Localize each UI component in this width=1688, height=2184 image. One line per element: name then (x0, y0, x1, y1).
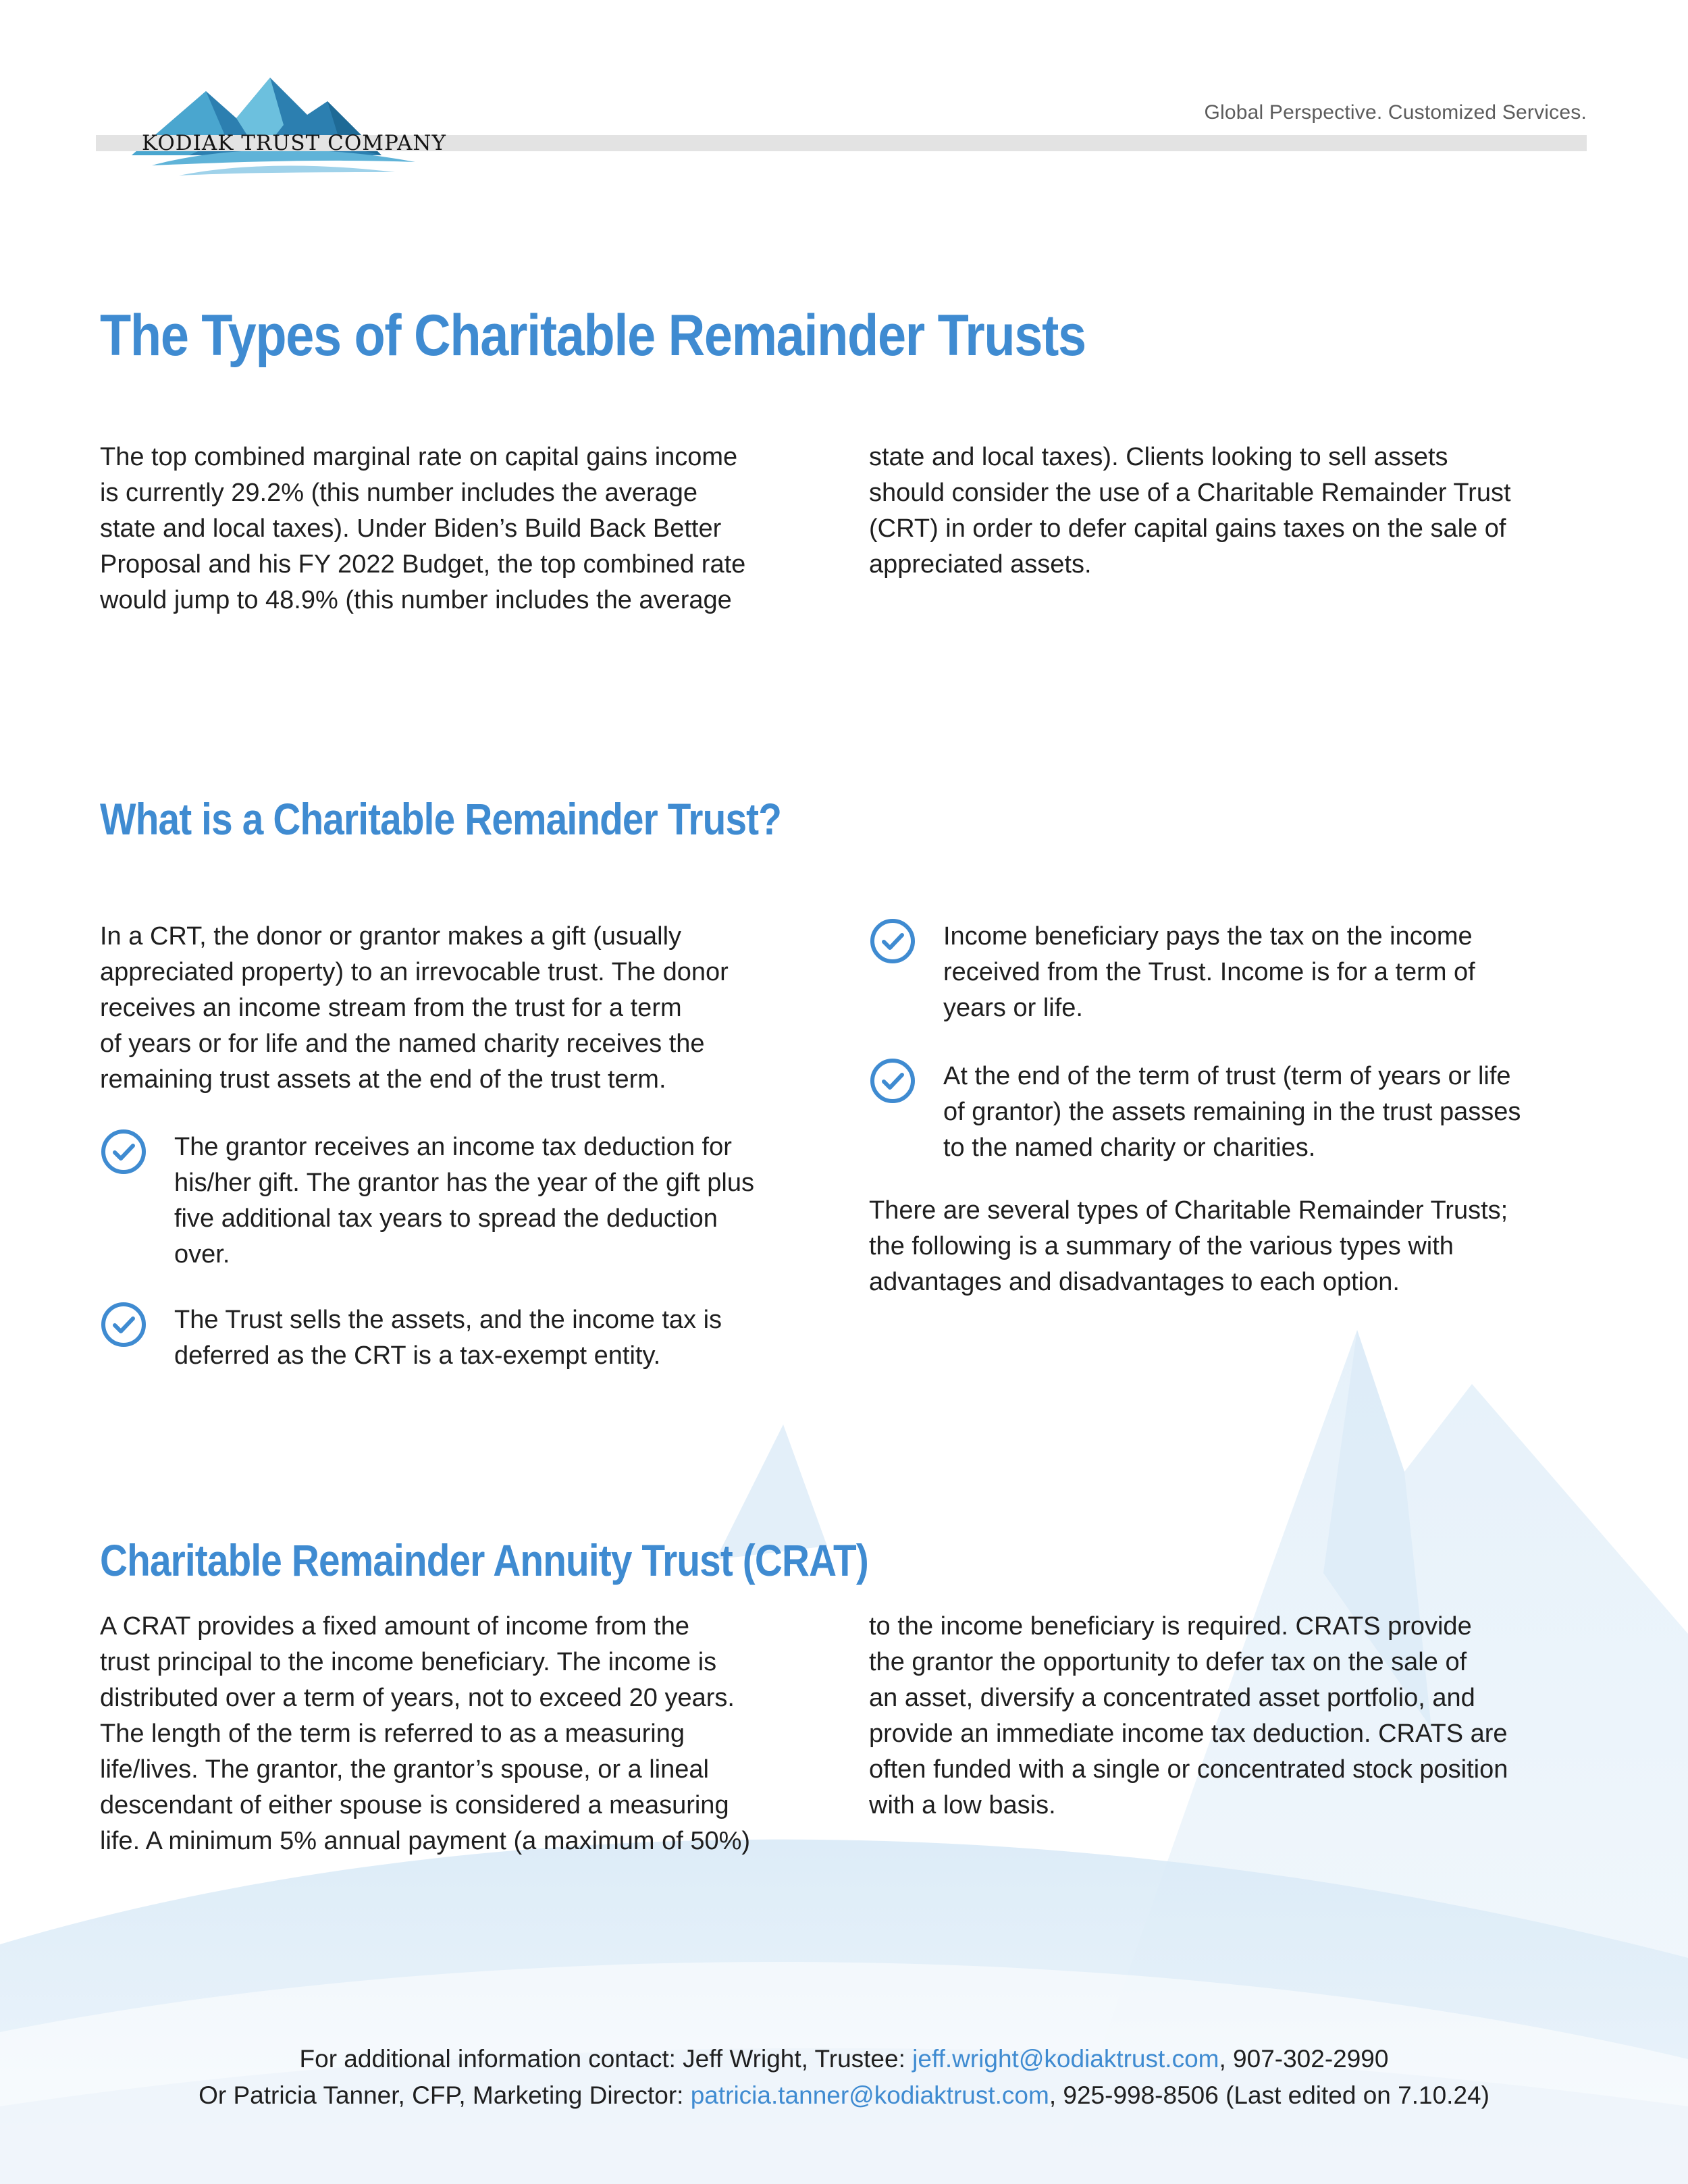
footer-contact-label: For additional information contact: Jeff Wright, Trustee: (299, 2045, 913, 2073)
section-heading-what-is-crt: What is a Charitable Remainder Trust? (100, 794, 782, 844)
check-item-text: Income beneficiary pays the tax on the income received from the Trust. Income is for a term of years or life. (943, 922, 1475, 1022)
tagline: Global Perspective. Customized Services. (1204, 101, 1587, 124)
check-item (100, 1129, 849, 1273)
footer-line-2 (0, 2077, 1688, 2114)
check-circle-icon (869, 917, 916, 965)
check-item-text: The grantor receives an income tax deduction for his/her gift. The grantor has the year of the gift plus five additional tax years to spread the deduction over. (174, 1133, 755, 1269)
section-heading-crat: Charitable Remainder Annuity Trust (CRAT) (100, 1535, 868, 1585)
footer-contact-label: Or Patricia Tanner, CFP, Marketing Director: (199, 2081, 691, 2109)
crt-types-summary: There are several types of Charitable Remainder Trusts; the following is a summary of the various types with advantages and disadvantages to each option. (869, 1196, 1508, 1296)
email-link-patricia[interactable]: patricia.tanner@kodiaktrust.com (690, 2081, 1049, 2109)
email-link-jeff[interactable]: jeff.wright@kodiaktrust.com (912, 2045, 1219, 2073)
intro-right-column: state and local taxes). Clients looking to sell assets should consider the use of a Charitable Remainder Trust (CRT) in order to defer capital gains taxes on the sale of appreciated assets. (869, 443, 1511, 579)
footer-line-1 (0, 2041, 1688, 2077)
check-item (100, 1302, 849, 1374)
mountain-logo (125, 64, 442, 179)
crat-right-column: to the income beneficiary is required. CRATS provide the grantor the opportunity to defer tax on the sale of an asset, diversify a concentrated asset portfolio, and provide an immediate income tax deduction. CRATS are often funded with a single or concentrated stock position with a low basis. (869, 1612, 1508, 1819)
check-circle-icon (869, 1057, 916, 1104)
crt-definition-paragraph: In a CRT, the donor or grantor makes a gift (usually appreciated property) to an irrevocable trust. The donor receives an income stream from the trust for a term of years or for life and the named charity receives the remaining trust assets at the end of the trust term. (100, 922, 729, 1094)
footer-phone-patricia: , 925-998-8506 (Last edited on 7.10.24) (1049, 2081, 1489, 2109)
check-item-text: The Trust sells the assets, and the income tax is deferred as the CRT is a tax-exempt entity. (174, 1306, 722, 1370)
check-circle-icon (100, 1128, 147, 1175)
check-circle-icon (100, 1301, 147, 1348)
check-item (869, 919, 1605, 1026)
check-item (869, 1059, 1605, 1166)
intro-left-column: The top combined marginal rate on capital gains income is currently 29.2% (this number includes the average state and local taxes). Under Biden’s Build Back Better Proposal and his FY 2022 Budget, the top combined rate would jump to 48.9% (this number includes the average (100, 443, 746, 614)
crat-left-column: A CRAT provides a fixed amount of income from the trust principal to the income beneficiary. The income is distributed over a term of years, not to exceed 20 years. The length of the term is referred to as a measuring life/lives. The grantor, the grantor’s spouse, or a lineal descendant of either spouse is considered a measuring life. A minimum 5% annual payment (a maximum of 50%) (100, 1612, 751, 1855)
company-name: KODIAK TRUST COMPANY (142, 131, 447, 155)
check-item-text: At the end of the term of trust (term of years or life of grantor) the assets remaining in the trust passes to the named charity or charities. (943, 1062, 1521, 1162)
page-title: The Types of Charitable Remainder Trusts (100, 303, 1086, 368)
footer-contact (0, 2041, 1688, 2114)
footer-phone-jeff: , 907-302-2990 (1219, 2045, 1389, 2073)
